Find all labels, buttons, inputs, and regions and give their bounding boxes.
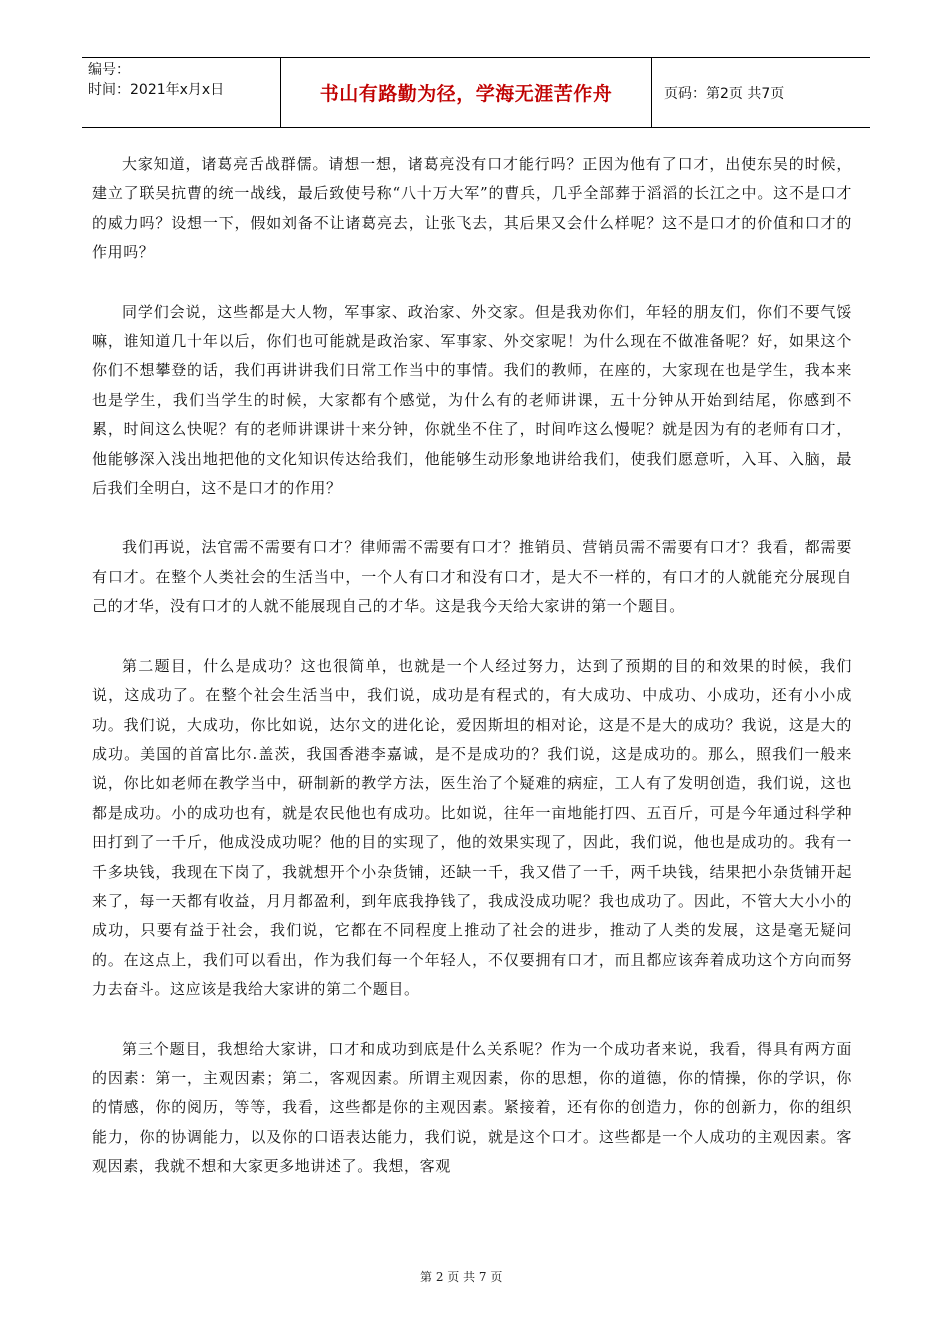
page-footer: 第 2 页 共 7 页 [420,1270,503,1284]
document-body [92,150,852,1212]
time-label: 时间：2021年x月x日 [88,82,225,98]
paragraph-5: 第三个题目，我想给大家讲，口才和成功到底是什么关系呢？作为一个成功者来说，我看，得具有两方面的因素：第一，主观因素；第二，客观因素。所谓主观因素，你的思想，你的道德，你的情操，你的学识，你的情感，你的阅历，等等，我看，这些都是你的主观因素。紧接着，还有你的创造力，你的创新力，你的组织能力，你的协调能力，以及你的口语表达能力，我们说，就是这个口才。这些都是一个人成功的主观因素。客观因素，我就不想和大家更多地讲述了。我想，客观 [92,1039,852,1176]
header-motto: 书山有路勤为径，学海无涯苦作舟 [281,58,652,127]
header-left-cell [82,58,281,127]
number-label: 编号： [88,62,130,78]
paragraph-4: 第二题目，什么是成功？这也很简单，也就是一个人经过努力，达到了预期的目的和效果的时候，我们说，这成功了。在整个社会生活当中，我们说，成功是有程式的，有大成功、中成功、小成功，还有小小成功。我们说，大成功，你比如说，达尔文的进化论，爱因斯坦的相对论，这是不是大的成功？我说，这是大的成功。美国的首富比尔.盖茨，我国香港李嘉诚，是不是成功的？我们说，这是成功的。那么，照我们一般来说，你比如老师在教学当中，研制新的教学方法，医生治了个疑难的病症，工人有了发明创造，我们说，这也都是成功。小的成功也有，就是农民他也有成功。比如说，往年一亩地能打四、五百斤，可是今年通过科学种田打到了一千斤，他成没成功呢？他的目的实现了，他的效果实现了，因此，我们说，他也是成功的。我有一千多块钱，我现在下岗了，我就想开个小杂货铺，还缺一千，我又借了一千，两千块钱，结果把小杂货铺开起来了，每一天都有收益，月月都盈利，到年底我挣钱了，我成没成功呢？我也成功了。因此，不管大大小小的成功，只要有益于社会，我们说，它都在不同程度上推动了社会的进步，推动了人类的发展，这是毫无疑问的。在这点上，我们可以看出，作为我们每一个年轻人，不仅要拥有口才，而且都应该奔着成功这个方向而努力去奋斗。这应该是我给大家讲的第二个题目。 [92,656,852,999]
paragraph-1: 大家知道，诸葛亮舌战群儒。请想一想，诸葛亮没有口才能行吗？正因为他有了口才，出使东吴的时候，建立了联吴抗曹的统一战线，最后致使号称“八十万大军”的曹兵，几乎全部葬于滔滔的长江之中。这不是口才的威力吗？设想一下，假如刘备不让诸葛亮去，让张飞去，其后果又会什么样呢？这不是口才的价值和口才的作用吗？ [92,155,852,262]
header-page-info: 页码：第2页 共7页 [664,85,785,102]
header-table [82,57,870,128]
paragraph-3: 我们再说，法官需不需要有口才？律师需不需要有口才？推销员、营销员需不需要有口才？我看，都需要有口才。在整个人类社会的生活当中，一个人有口才和没有口才，是大不一样的，有口才的人就能充分展现自己的才华，没有口才的人就不能展现自己的才华。这是我今天给大家讲的第一个题目。 [92,538,852,616]
paragraph-2: 同学们会说，这些都是大人物，军事家、政治家、外交家。但是我劝你们，年轻的朋友们，你们不要气馁嘛，谁知道几十年以后，你们也可能就是政治家、军事家、外交家呢！为什么现在不做准备呢？好，如果这个你们不想攀登的话，我们再讲讲我们日常工作当中的事情。我们的教师，在座的，大家现在也是学生，我本来也是学生，我们当学生的时候，大家都有个感觉，为什么有的老师讲课，五十分钟从开始到结尾，你感到不累，时间这么快呢？有的老师讲课讲十来分钟，你就坐不住了，时间咋这么慢呢？就是因为有的老师有口才，他能够深入浅出地把他的文化知识传达给我们，他能够生动形象地讲给我们，使我们愿意听，入耳、入脑，最后我们全明白，这不是口才的作用？ [92,302,852,498]
